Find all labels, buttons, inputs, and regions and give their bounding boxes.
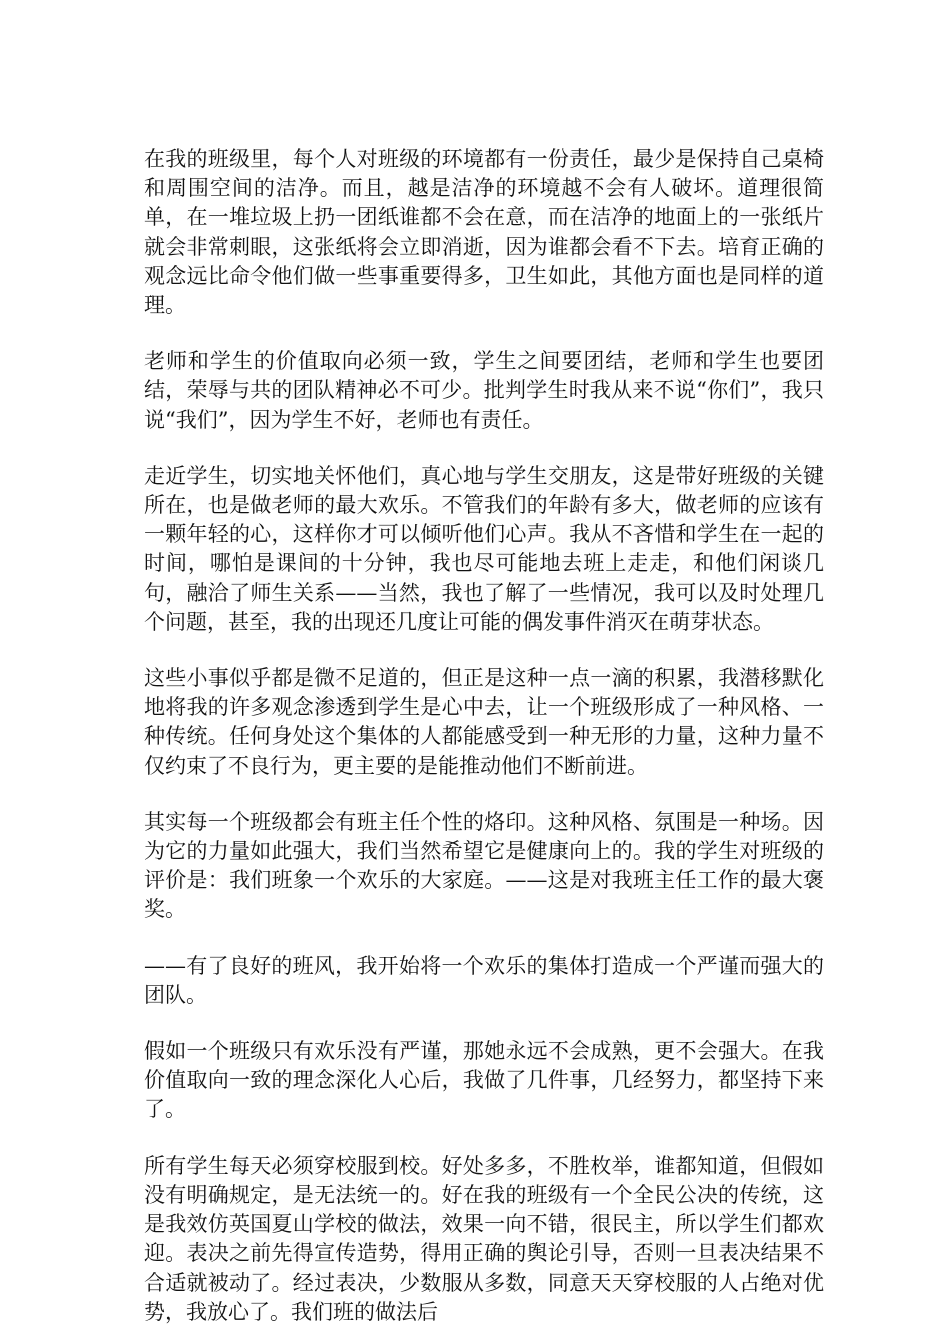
paragraph-2: 老师和学生的价值取向必须一致，学生之间要团结，老师和学生也要团结，荣辱与共的团队精神必不可少。批判学生时我从来不说“你们”，我只说“我们”，因为学生不好，老师也有责任。: [144, 349, 824, 432]
paragraph-3: 走近学生，切实地关怀他们，真心地与学生交朋友，这是带好班级的关键所在，也是做老师的最大欢乐。不管我们的年龄有多大，做老师的应该有一颗年轻的心，这样你才可以倾听他们心声。我从不吝惜和学生在一起的时间，哪怕是课间的十分钟，我也尽可能地去班上走走，和他们闲谈几句，融洽了师生关系——当然，我也了解了一些情况，我可以及时处理几个问题，甚至，我的出现还几度让可能的偶发事件消灭在萌芽状态。: [144, 463, 824, 634]
paragraph-4: 这些小事似乎都是微不足道的，但正是这种一点一滴的积累，我潜移默化地将我的许多观念渗透到学生是心中去，让一个班级形成了一种风格、一种传统。任何身处这个集体的人都能感受到一种无形的力量，这种力量不仅约束了不良行为，更主要的是能推动他们不断前进。: [144, 666, 824, 778]
paragraph-6: ——有了良好的班风，我开始将一个欢乐的集体打造成一个严谨而强大的团队。: [144, 953, 824, 1007]
paragraph-5: 其实每一个班级都会有班主任个性的烙印。这种风格、氛围是一种场。因为它的力量如此强大，我们当然希望它是健康向上的。我的学生对班级的评价是：我们班象一个欢乐的大家庭。——这是对我班主任工作的最大褒奖。: [144, 809, 824, 922]
paragraph-1: 在我的班级里，每个人对班级的环境都有一份责任，最少是保持自己桌椅和周围空间的洁净。而且，越是洁净的环境越不会有人破坏。道理很简单，在一堆垃圾上扔一团纸谁都不会在意，而在洁净的地面上的一张纸片就会非常刺眼，这张纸将会立即消逝，因为谁都会看不下去。培育正确的观念远比命令他们做一些事重要得多，卫生如此，其他方面也是同样的道理。: [144, 147, 824, 318]
document-body: [144, 145, 824, 1327]
paragraph-7: 假如一个班级只有欢乐没有严谨，那她永远不会成熟，更不会强大。在我价值取向一致的理念深化人心后，我做了几件事，几经努力，都坚持下来了。: [144, 1039, 824, 1122]
paragraph-8: 所有学生每天必须穿校服到校。好处多多，不胜枚举，谁都知道，但假如没有明确规定，是无法统一的。好在我的班级有一个全民公决的传统，这是我效仿英国夏山学校的做法，效果一向不错，很民主，所以学生们都欢迎。表决之前先得宣传造势，得用正确的舆论引导，否则一旦表决结果不合适就被动了。经过表决，少数服从多数，同意天天穿校服的人占绝对优势，我放心了。我们班的做法后: [144, 1153, 824, 1324]
